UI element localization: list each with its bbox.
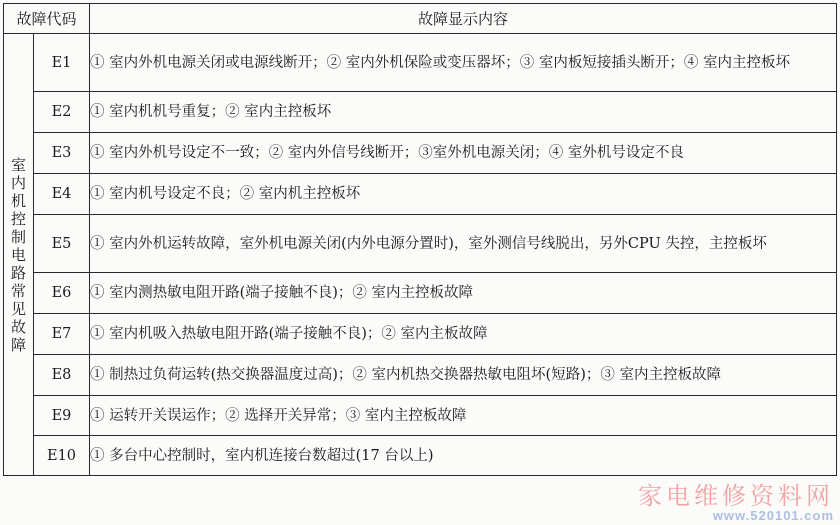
table-row bbox=[4, 436, 837, 476]
fault-code-cell: E9 bbox=[34, 396, 90, 436]
table-row bbox=[4, 273, 837, 314]
fault-code-table bbox=[3, 3, 837, 476]
fault-description-cell: ① 制热过负荷运转(热交换器温度过高)；② 室内机热交换器热敏电阻坏(短路)；③ 室内主控板故障 bbox=[90, 355, 837, 396]
fault-code-cell: E5 bbox=[34, 215, 90, 273]
fault-code-cell: E6 bbox=[34, 273, 90, 314]
table-row bbox=[4, 133, 837, 174]
fault-description-cell: ① 室内机吸入热敏电阻开路(端子接触不良)；② 室内主板故障 bbox=[90, 314, 837, 355]
table-row bbox=[4, 174, 837, 215]
fault-description-cell: ① 多台中心控制时，室内机连接台数超过(17 台以上) bbox=[90, 436, 837, 476]
category-cell bbox=[4, 34, 34, 476]
fault-description-cell: ① 室内机号设定不良；② 室内机主控板坏 bbox=[90, 174, 837, 215]
table-row bbox=[4, 92, 837, 133]
watermark-url: www.520101.com bbox=[712, 508, 834, 523]
fault-code-cell: E7 bbox=[34, 314, 90, 355]
watermark-text: 家电维修资料网 bbox=[638, 482, 834, 510]
fault-code-cell: E4 bbox=[34, 174, 90, 215]
fault-code-cell: E8 bbox=[34, 355, 90, 396]
table-row bbox=[4, 34, 837, 92]
fault-code-cell: E10 bbox=[34, 436, 90, 476]
watermark bbox=[638, 483, 834, 523]
fault-description-cell: ① 室内机机号重复；② 室内主控板坏 bbox=[90, 92, 837, 133]
fault-description-cell: ① 室内测热敏电阻开路(端子接触不良)；② 室内主控板故障 bbox=[90, 273, 837, 314]
category-label: 室内机控制电路常见故障 bbox=[10, 155, 26, 354]
fault-code-cell: E1 bbox=[34, 34, 90, 92]
table-row bbox=[4, 215, 837, 273]
table-row bbox=[4, 396, 837, 436]
fault-code-cell: E2 bbox=[34, 92, 90, 133]
fault-description-header: 故障显示内容 bbox=[90, 4, 837, 34]
fault-description-cell: ① 室内外机运转故障，室外机电源关闭(内外电源分置时)，室外测信号线脱出，另外CPU 失控，主控板坏 bbox=[90, 215, 837, 273]
fault-code-header: 故障代码 bbox=[4, 4, 90, 34]
table-row bbox=[4, 314, 837, 355]
table-row bbox=[4, 355, 837, 396]
fault-description-cell: ① 运转开关误运作；② 选择开关异常；③ 室内主控板故障 bbox=[90, 396, 837, 436]
table-header-row bbox=[4, 4, 837, 34]
fault-code-cell: E3 bbox=[34, 133, 90, 174]
fault-description-cell: ① 室内外机电源关闭或电源线断开；② 室内外机保险或变压器坏；③ 室内板短接插头断开；④ 室内主控板坏 bbox=[90, 34, 837, 92]
fault-description-cell: ① 室内外机号设定不一致；② 室内外信号线断开；③室外机电源关闭；④ 室外机号设定不良 bbox=[90, 133, 837, 174]
